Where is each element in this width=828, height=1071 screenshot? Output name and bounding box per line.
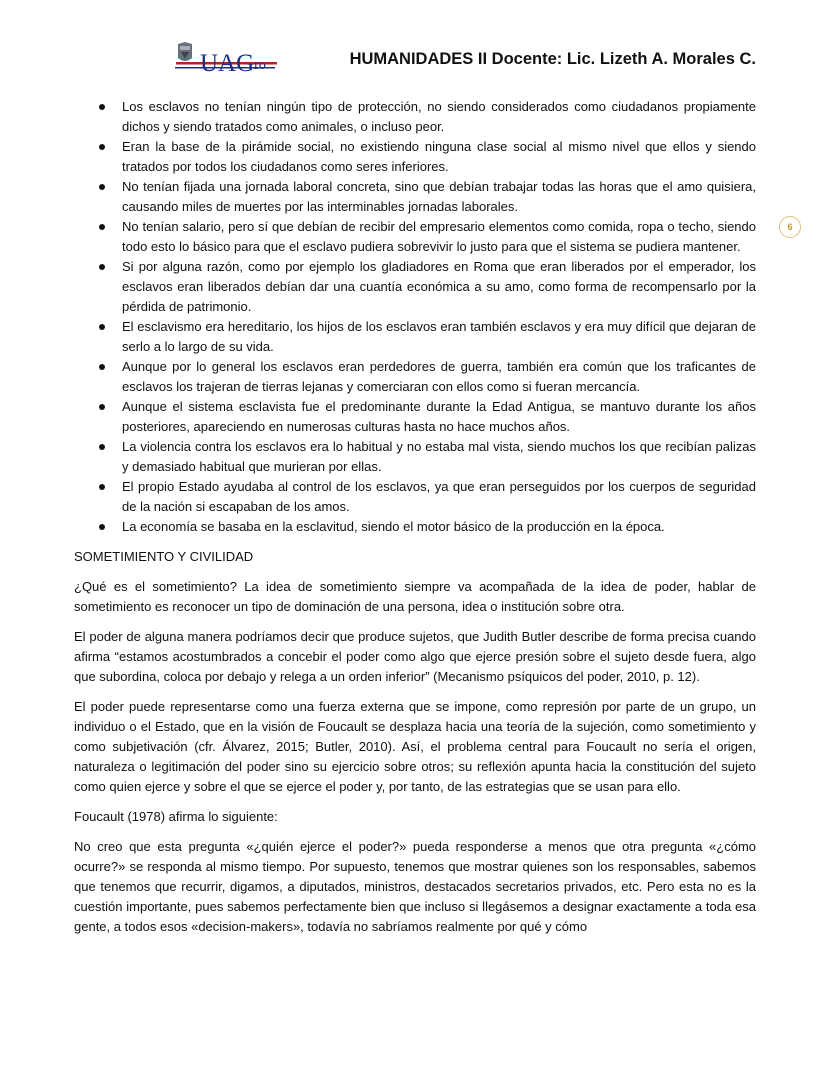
paragraph: No creo que esta pregunta «¿quién ejerce el poder?» pueda responderse a menos que otra pregunta «¿cómo ocurre?» se responda al mismo tiempo. Por supuesto, tenemos que mostrar quienes son los responsables, sabemos que tenemos que recurrir, digamos, a diputados, ministros, destacados secretarios privados, etc. Pero esta no es la cuestión importante, pues sabemos perfectamente bien que incluso si llegásemos a designar exactamente a toda esa gente, a todos esos «decision-makers», todavía no sabríamos realmente por qué y cómo: [74, 839, 756, 934]
list-item: La economía se basaba en la esclavitud, siendo el motor básico de la producción en la época.: [74, 517, 756, 537]
list-item: El propio Estado ayudaba al control de los esclavos, ya que eran perseguidos por los cuerpos de seguridad de la nación si escapaban de los amos.: [74, 477, 756, 517]
page-number-badge: 6: [779, 216, 801, 238]
list-item: Los esclavos no tenían ningún tipo de protección, no siendo considerados como ciudadanos propiamente dichos y siendo tratados como animales, o incluso peor.: [74, 97, 756, 137]
logo-text: UAGro: [200, 50, 266, 77]
page-header: [0, 0, 828, 90]
section-heading: SOMETIMIENTO Y CIVILIDAD: [74, 549, 254, 564]
bullet-list: [74, 97, 756, 537]
list-item: Si por alguna razón, como por ejemplo los gladiadores en Roma que eran liberados por el emperador, los esclavos eran liberados debían dar una cuantía económica a su amo, como forma de recompensarlo por la pérdida de patrimonio.: [74, 257, 756, 317]
document-body: [74, 97, 756, 937]
paragraph: ¿Qué es el sometimiento? La idea de sometimiento siempre va acompañada de la idea de poder, hablar de sometimiento es reconocer un tipo de dominación de una persona, idea o institución sobre otra.: [74, 579, 756, 614]
header-title: HUMANIDADES II Docente: Lic. Lizeth A. Morales C.: [349, 50, 756, 68]
list-item: Aunque el sistema esclavista fue el predominante durante la Edad Antigua, se mantuvo durante los años posteriores, apareciendo en numerosas culturas hasta no hace muchos años.: [74, 397, 756, 437]
list-item: El esclavismo era hereditario, los hijos de los esclavos eran también esclavos y era muy difícil que dejaran de serlo a lo largo de su vida.: [74, 317, 756, 357]
list-item: La violencia contra los esclavos era lo habitual y no estaba mal vista, siendo muchos los que recibían palizas y demasiado habitual que murieran por ellas.: [74, 437, 756, 477]
paragraph: El poder puede representarse como una fuerza externa que se impone, como represión por parte de un grupo, un individuo o el Estado, que en la visión de Foucault se desplaza hacia una teoría de la sujeción, como sometimiento y como subjetivación (cfr. Álvarez, 2015; Butler, 2010). Así, el problema central para Foucault no sería el origen, naturaleza o legitimación del poder sino su ejercicio sobre otros; su reflexión apunta hacia la constitución del sujeto como quien ejerce y sobre el que se ejerce el poder y, por tanto, de las estrategias que se usan para ello.: [74, 699, 756, 794]
list-item: No tenían salario, pero sí que debían de recibir del empresario elementos como comida, ropa o techo, siendo todo esto lo básico para que el esclavo pudiera sobrevivir lo justo para que el sistema se pudiera mantener.: [74, 217, 756, 257]
list-item: No tenían fijada una jornada laboral concreta, sino que debían trabajar todas las horas que el amo quisiera, causando miles de muertes por las interminables jornadas laborales.: [74, 177, 756, 217]
list-item: Aunque por lo general los esclavos eran perdedores de guerra, también era común que los traficantes de esclavos los trajeran de tierras lejanas y comerciaran con ellos como si fueran mercancía.: [74, 357, 756, 397]
paragraph: Foucault (1978) afirma lo siguiente:: [74, 809, 278, 824]
paragraph: El poder de alguna manera podríamos decir que produce sujetos, que Judith Butler describe de forma precisa cuando afirma “estamos acostumbrados a concebir el poder como algo que ejerce presión sobre el sujeto desde fuera, algo que subordina, coloca por debajo y relega a un orden inferior” (Mecanismo psíquicos del poder, 2010, p. 12).: [74, 629, 756, 684]
list-item: Eran la base de la pirámide social, no existiendo ninguna clase social al mismo nivel que ellos y siendo tratados por todos los ciudadanos como seres inferiores.: [74, 137, 756, 177]
